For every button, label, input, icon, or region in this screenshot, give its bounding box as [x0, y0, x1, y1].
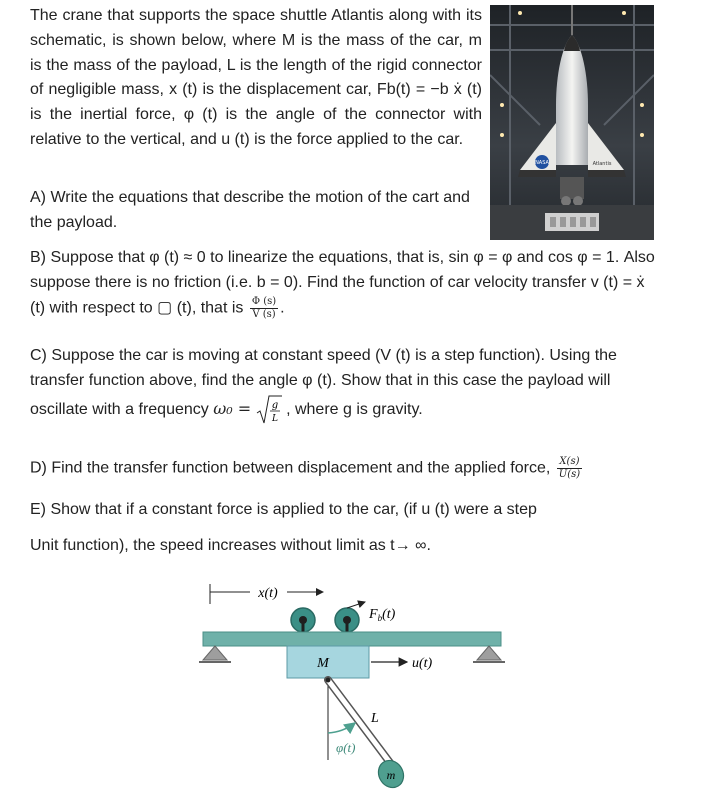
part-d-text: D) Find the transfer function between displacement and the applied force,: [30, 459, 551, 477]
fraction-denominator: V (s): [252, 308, 276, 320]
x-label: x(t): [258, 586, 278, 601]
part-c-text: C) Suppose the car is moving at constant speed (V (t) is a step function). Using the transfer function above, find the angle φ (t). Show that in this case the payload will oscillate with a frequency: [30, 347, 617, 418]
part-e-line-2: Unit function), the speed increases without limit as t→ ∞.: [30, 537, 431, 554]
part-e-line-1: E) Show that if a constant force is applied to the car, (if u (t) were a step: [30, 501, 537, 518]
u-label: u(t): [412, 656, 433, 671]
part-d: [30, 456, 656, 482]
omega-label: ω₀ =: [213, 398, 252, 418]
shuttle-name-text: Atlantis: [592, 161, 612, 167]
fb-arrow: [347, 602, 365, 608]
phi-over-v-fraction: [250, 296, 278, 321]
part-c: [30, 344, 656, 426]
part-b-text: B) Suppose that φ (t) ≈ 0 to linearize the equations, that is, sin φ = φ and cos φ = 1. Also suppose there is no friction (i.e. b = 0). Find the function of car velocity transfer v (t) = ẋ (t) with respect to ▢ (t), that is: [30, 249, 655, 317]
part-b: [30, 246, 656, 321]
crane-beam: [203, 632, 501, 646]
left-support-icon: [203, 646, 227, 660]
fraction-numerator: Φ (s): [251, 295, 277, 307]
sqrt-numerator: g: [271, 399, 278, 411]
phi-label: φ(t): [336, 740, 356, 755]
fraction-denominator: U(s): [558, 469, 581, 480]
part-b-period: .: [280, 299, 285, 317]
shuttle-photo: [490, 5, 654, 240]
cart-mass-label: M: [317, 656, 329, 671]
nasa-badge-text: NASA: [535, 160, 549, 166]
phi-arc: [328, 723, 355, 733]
x-over-u-fraction: [557, 456, 582, 481]
sqrt-denominator: L: [271, 413, 278, 424]
part-a: A) Write the equations that describe the motion of the cart and the payload.: [30, 189, 470, 231]
length-label: L: [371, 711, 379, 726]
sqrt-g-over-l: [256, 394, 282, 426]
fb-label: $F_b(t)$: [369, 607, 396, 623]
fraction-numerator: X(s): [557, 456, 582, 469]
payload-mass-label: m: [386, 768, 396, 782]
right-support-icon: [477, 646, 501, 660]
part-c-tail: , where g is gravity.: [286, 400, 423, 418]
crane-schematic: [195, 578, 511, 792]
intro-paragraph: The crane that supports the space shuttle Atlantis along with its schematic, is shown below, where M is the mass of the car, m is the mass of the payload, L is the length of the rigid connector of negligible mass, x (t) is the displacement car, Fb(t) = −b ẋ (t) is the inertial force, φ (t) is the angle of the connector with relative to the vertical, and u (t) is the force applied to the car.: [30, 7, 482, 148]
